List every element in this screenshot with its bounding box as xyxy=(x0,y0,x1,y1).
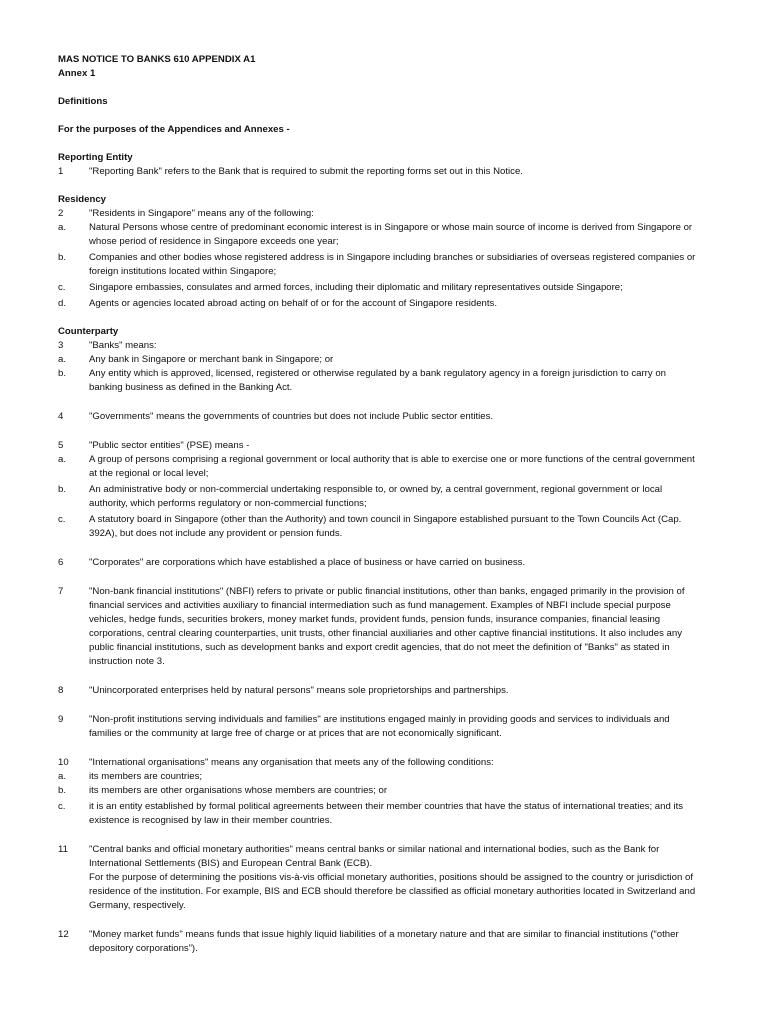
definition-item xyxy=(58,585,698,669)
definition-item xyxy=(58,713,698,741)
sub-item-text: Any entity which is approved, licensed, registered or otherwise regulated by a bank regulatory agency in a foreign jurisdiction to carry on banking business as defined in the Banking Act. xyxy=(89,368,667,393)
item-text: "Money market funds" means funds that issue highly liquid liabilities of a monetary nature and that are similar to financial institutions (“other depository corporations”). xyxy=(89,929,679,954)
item-number: 6 xyxy=(58,557,64,568)
item-number: 10 xyxy=(58,757,69,768)
annex-label: Annex 1 xyxy=(58,68,96,79)
item-text: "Unincorporated enterprises held by natural persons" means sole proprietorships and partnerships. xyxy=(89,685,509,696)
item-number: 12 xyxy=(58,929,69,940)
definition-item xyxy=(58,207,698,221)
sub-item xyxy=(58,513,698,541)
definition-item xyxy=(58,410,698,424)
sub-item-letter: a. xyxy=(58,771,67,782)
definition-item xyxy=(58,684,698,698)
item-number: 4 xyxy=(58,411,64,422)
item-text-continued: For the purpose of determining the positions vis-à-vis official monetary authorities, positions should be assigned to the country or jurisdiction of residence of the institution. For example, BIS and ECB should therefore be classified as official monetary authorities located in Switzerland and Germany, respectively. xyxy=(89,872,696,911)
sub-item-letter: c. xyxy=(58,801,66,812)
reporting-entity-heading: Reporting Entity xyxy=(58,152,133,163)
sub-item-text: Any bank in Singapore or merchant bank in Singapore; or xyxy=(89,354,334,365)
sub-item-letter: d. xyxy=(58,298,67,309)
item-number: 1 xyxy=(58,166,64,177)
definition-item xyxy=(58,556,698,570)
sub-item xyxy=(58,367,698,395)
sub-item xyxy=(58,353,698,367)
sub-item-text: A group of persons comprising a regional government or local authority that is able to exercise one or more functions of the central government at the regional or local level; xyxy=(89,454,695,479)
item-text: "Reporting Bank" refers to the Bank that is required to submit the reporting forms set out in this Notice. xyxy=(89,166,523,177)
sub-item-letter: c. xyxy=(58,282,66,293)
sub-item-letter: a. xyxy=(58,454,67,465)
item-number: 2 xyxy=(58,208,64,219)
residency-heading: Residency xyxy=(58,194,106,205)
definition-item xyxy=(58,928,698,956)
item-text: "Residents in Singapore" means any of the following: xyxy=(89,208,314,219)
item-text: "Governments" means the governments of countries but does not include Public sector entities. xyxy=(89,411,494,422)
sub-item-text: An administrative body or non-commercial undertaking responsible to, or owned by, a central government, regional government or local authority, which performs regulatory or non-commercial functions; xyxy=(89,484,663,509)
item-text: "Banks" means: xyxy=(89,340,157,351)
sub-item-letter: b. xyxy=(58,252,67,263)
item-text: "Central banks and official monetary authorities" means central banks or similar national and international bodies, such as the Bank for International Settlements (BIS) and European Central Bank (ECB). xyxy=(89,844,660,869)
sub-item-letter: a. xyxy=(58,222,67,233)
sub-item xyxy=(58,221,698,249)
definition-item xyxy=(58,165,698,179)
sub-item-letter: b. xyxy=(58,368,67,379)
counterparty-heading: Counterparty xyxy=(58,326,119,337)
item-number: 5 xyxy=(58,440,64,451)
definition-item xyxy=(58,843,698,913)
definition-item xyxy=(58,439,698,453)
item-text: "Non-profit institutions serving individuals and families" are institutions engaged mainly in providing goods and services to individuals and families or the community at large free of charge or at prices that are not economically significant. xyxy=(89,714,670,739)
item-text: "Public sector entities" (PSE) means - xyxy=(89,440,250,451)
item-number: 11 xyxy=(58,844,68,855)
sub-item-letter: b. xyxy=(58,785,67,796)
sub-item-text: its members are countries; xyxy=(89,771,203,782)
item-text: "Non-bank financial institutions" (NBFI) refers to private or public financial institutions, other than banks, engaged primarily in the provision of financial services and activities auxiliary to financial intermediation such as fund management. Examples of NBFI include special purpose vehicles, hedge funds, securities brokers, money market funds, provident funds, pension funds, insurance companies, financial leasing corporations, central clearing counterparties, unit trusts, other financial auxiliaries and other captive financial institutions. It also includes any public financial institutions, such as development banks and export credit agencies, that do not meet the definition of "Banks" as stated in instruction note 3. xyxy=(89,586,685,667)
sub-item-text: its members are other organisations whose members are countries; or xyxy=(89,785,388,796)
sub-item xyxy=(58,281,698,295)
document-body xyxy=(58,53,698,956)
sub-item xyxy=(58,800,698,828)
document-title: MAS NOTICE TO BANKS 610 APPENDIX A1 xyxy=(58,54,256,65)
item-number: 8 xyxy=(58,685,64,696)
sub-item xyxy=(58,251,698,279)
sub-item-text: A statutory board in Singapore (other than the Authority) and town council in Singapore established pursuant to the Town Councils Act (Cap. 392A), but does not include any provident or pension funds. xyxy=(89,514,682,539)
sub-item-letter: a. xyxy=(58,354,67,365)
item-number: 7 xyxy=(58,586,64,597)
definition-item xyxy=(58,756,698,770)
sub-item xyxy=(58,297,698,311)
sub-item xyxy=(58,784,698,798)
definition-item xyxy=(58,339,698,353)
item-number: 3 xyxy=(58,340,64,351)
purpose-statement: For the purposes of the Appendices and Annexes - xyxy=(58,124,290,135)
sub-item-text: it is an entity established by formal political agreements between their member countries that have the status of international treaties; and its existence is recognised by law in their member countries. xyxy=(89,801,684,826)
sub-item xyxy=(58,453,698,481)
sub-item-letter: b. xyxy=(58,484,67,495)
sub-item-letter: c. xyxy=(58,514,66,525)
sub-item-text: Singapore embassies, consulates and armed forces, including their diplomatic and military representatives outside Singapore; xyxy=(89,282,623,293)
item-number: 9 xyxy=(58,714,64,725)
sub-item-text: Natural Persons whose centre of predominant economic interest is in Singapore or whose main source of income is derived from Singapore or whose period of residence in Singapore exceeds one year; xyxy=(89,222,693,247)
sub-item-text: Agents or agencies located abroad acting on behalf of or for the account of Singapore residents. xyxy=(89,298,498,309)
sub-item xyxy=(58,770,698,784)
sub-item xyxy=(58,483,698,511)
item-text: "International organisations" means any organisation that meets any of the following conditions: xyxy=(89,757,494,768)
definitions-heading: Definitions xyxy=(58,96,108,107)
item-text: "Corporates" are corporations which have established a place of business or have carried on business. xyxy=(89,557,526,568)
sub-item-text: Companies and other bodies whose registered address is in Singapore including branches or subsidiaries of overseas registered companies or foreign institutions located within Singapore; xyxy=(89,252,696,277)
